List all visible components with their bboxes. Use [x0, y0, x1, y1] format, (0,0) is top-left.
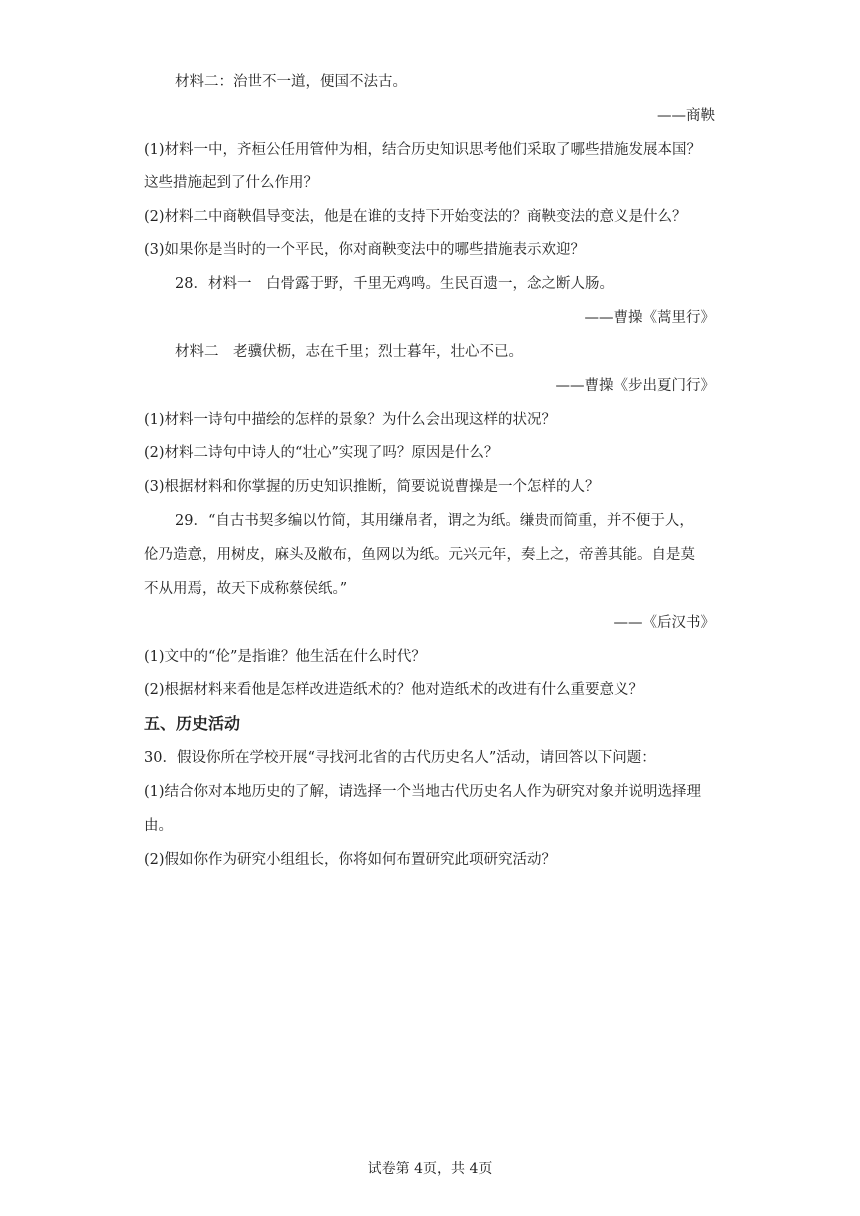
text-line: 28．材料一 白骨露于野，千里无鸡鸣。生民百遗一，念之断人肠。: [175, 276, 614, 292]
text-line: (1)材料一中，齐桓公任用管仲为相，结合历史知识思考他们采取了哪些措施发展本国？: [144, 142, 702, 158]
text-line: 材料二 老骥伏枥，志在千里；烈士暮年，壮心不已。: [175, 344, 523, 360]
source-attribution: ——《后汉书》: [613, 615, 715, 631]
text-line: (2)材料二诗句中诗人的“壮心”实现了吗？原因是什么？: [144, 445, 499, 461]
text-line: (2)材料二中商鞅倡导变法，他是在谁的支持下开始变法的？商鞅变法的意义是什么？: [144, 209, 687, 225]
source-attribution: ——曹操《蒿里行》: [584, 310, 715, 326]
text-line: 不从用焉，故天下成称蔡侯纸。”: [144, 581, 348, 597]
text-line: 伦乃造意，用树皮，麻头及敝布，鱼网以为纸。元兴元年，奏上之，帝善其能。自是莫: [144, 547, 695, 563]
text-line: (1)文中的“伦”是指谁？他生活在什么时代？: [144, 649, 426, 665]
text-line: 30．假设你所在学校开展“寻找河北省的古代历史名人”活动，请回答以下问题：: [144, 750, 656, 766]
text-line: 29．“自古书契多编以竹简，其用缣帛者，谓之为纸。缣贵而简重，并不便于人，: [175, 513, 694, 529]
text-line: 这些措施起到了什么作用？: [144, 175, 318, 191]
text-line: (2)根据材料来看他是怎样改进造纸术的？他对造纸术的改进有什么重要意义？: [144, 682, 644, 698]
text-line: (3)如果你是当时的一个平民，你对商鞅变法中的哪些措施表示欢迎？: [144, 242, 586, 258]
section-heading: 五、历史活动: [144, 714, 241, 733]
source-attribution: ——曹操《步出夏门行》: [555, 378, 715, 394]
text-line: (2)假如你作为研究小组组长，你将如何布置研究此项研究活动？: [144, 852, 557, 868]
source-attribution: ——商鞅: [657, 108, 715, 124]
text-line: (3)根据材料和你掌握的历史知识推断，简要说说曹操是一个怎样的人？: [144, 479, 600, 495]
text-line: (1)结合你对本地历史的了解，请选择一个当地古代历史名人作为研究对象并说明选择理: [144, 784, 702, 800]
page-footer: 试卷第 4页，共 4页: [367, 1161, 493, 1177]
text-line: 由。: [144, 818, 173, 834]
text-line: (1)材料一诗句中描绘的怎样的景象？为什么会出现这样的状况？: [144, 412, 557, 428]
text-line: 材料二：治世不一道，便国不法古。: [175, 74, 407, 90]
